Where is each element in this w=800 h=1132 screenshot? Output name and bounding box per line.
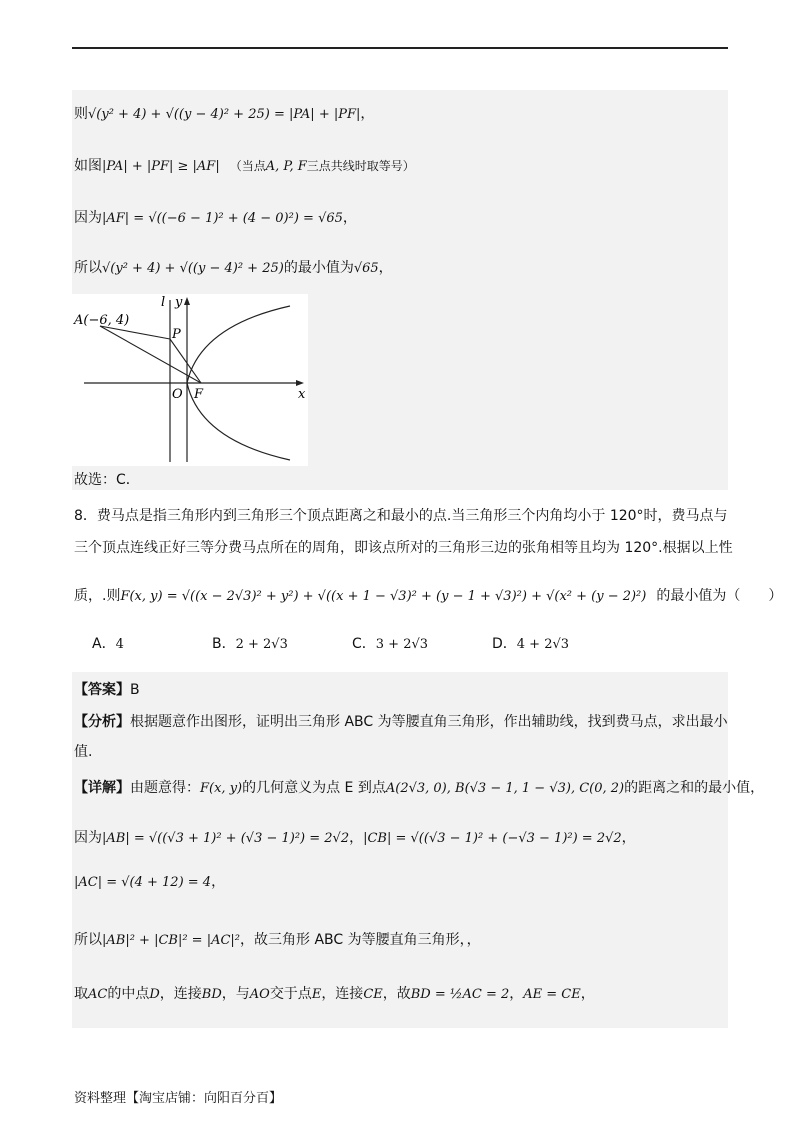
question-line-3	[74, 586, 782, 607]
text: 的最小值为（ ）	[656, 588, 783, 604]
math: |AF| = √((−6 − 1)² + (4 − 0)²) = √65	[102, 211, 343, 226]
line-3	[74, 208, 357, 229]
answer-tag: 【答案】	[74, 682, 130, 698]
analysis-row-1	[74, 712, 728, 732]
text: 所以	[74, 260, 102, 276]
step-2	[74, 872, 225, 893]
text: ，	[509, 986, 524, 1002]
text: 因为	[74, 210, 102, 226]
choice-value: 4	[115, 637, 124, 652]
text: 的距离之和的最小值，	[624, 780, 765, 796]
math: E	[311, 987, 322, 1002]
text: 因为	[74, 830, 102, 846]
text: ，连接	[159, 986, 202, 1002]
footer-text: 资料整理【淘宝店铺：向阳百分百】	[74, 1091, 283, 1106]
text: 的中点	[107, 986, 150, 1002]
math: |AB|² + |CB|² = |AC|²	[102, 933, 241, 948]
text: ，	[580, 986, 595, 1002]
text: 取	[74, 986, 88, 1002]
choice-key: A．	[92, 636, 116, 652]
choice-a[interactable]	[92, 634, 124, 655]
label-l: l	[161, 295, 166, 310]
answer-line: 故选：C．	[74, 472, 140, 488]
choice-key: C．	[352, 636, 376, 652]
text: 根据题意作出图形，证明出三角形 ABC 为等腰直角三角形，作出辅助线，找到费马点，求出最小	[130, 714, 728, 730]
label-O: O	[172, 387, 183, 402]
text: ，	[360, 106, 375, 122]
line-4	[74, 258, 393, 279]
text: ，	[349, 830, 364, 846]
label-y: y	[175, 295, 183, 310]
text: ，	[621, 830, 636, 846]
text: ，	[211, 874, 226, 890]
choice-d[interactable]	[492, 634, 569, 655]
text: 质，.则	[74, 588, 121, 604]
choice-key: B．	[212, 636, 236, 652]
answer-value: B	[130, 682, 140, 698]
choice-value: 4 + 2√3	[516, 637, 570, 652]
header-rule	[72, 47, 728, 49]
detail-row	[74, 778, 764, 799]
text: （当点	[229, 159, 266, 173]
question-number: 8．	[74, 508, 97, 524]
math: F(x, y) = √((x − 2√3)² + y²) + √((x + 1 − √3)² + (y − 1 + √3)²) + √(x² + (y − 2)²)	[120, 589, 647, 604]
parabola-figure	[72, 294, 308, 466]
text: 费马点是指三角形内到三角形三个顶点距离之和最小的点.当三角形三个内角均小于 120°时，费马点与	[96, 508, 728, 524]
choice-b[interactable]	[212, 634, 288, 655]
choice-key: D．	[492, 636, 517, 652]
text: ，	[342, 210, 357, 226]
math: |CB| = √((√3 − 1)² + (−√3 − 1)²) = 2√2	[363, 831, 622, 846]
question-line-1	[74, 506, 728, 526]
text: 如图	[74, 158, 102, 174]
analysis-row-2: 值.	[74, 744, 93, 760]
text: 三个顶点连线正好三等分费马点所在的周角，即该点所对的三角形三边的张角相等且均为 120°.根据以上性	[74, 540, 733, 556]
text: 由题意得：	[130, 780, 200, 796]
math: D	[149, 987, 160, 1002]
choice-c[interactable]	[352, 634, 428, 655]
label-x: x	[298, 387, 306, 402]
math: BD	[201, 987, 222, 1002]
choice-value: 3 + 2√3	[375, 637, 429, 652]
step-3	[74, 930, 481, 951]
math: |PA| + |PF| ≥ |AF|	[102, 159, 220, 174]
math: BD = ½AC = 2	[410, 987, 510, 1002]
text: ，故三角形 ABC 为等腰直角三角形，，	[240, 932, 481, 948]
label-A: A(−6, 4)	[74, 313, 130, 328]
math: A(2√3, 0), B(√3 − 1, 1 − √3), C(0, 2)	[385, 781, 625, 796]
math: AC	[88, 987, 108, 1002]
math: AE = CE	[523, 987, 581, 1002]
text: 则	[74, 106, 88, 122]
label-F: F	[194, 387, 204, 402]
math: √65	[353, 261, 379, 276]
detail-tag: 【详解】	[74, 780, 130, 796]
text: 所以	[74, 932, 102, 948]
text: 的最小值为	[283, 260, 354, 276]
text: 的几何意义为点 E 到点	[242, 780, 386, 796]
text: ，	[378, 260, 393, 276]
math: AO	[249, 987, 270, 1002]
math: A, P, F	[265, 159, 307, 174]
line-1	[74, 104, 374, 125]
text: 交于点	[269, 986, 312, 1002]
math: F(x, y)	[200, 781, 243, 796]
analysis-tag: 【分析】	[74, 714, 130, 730]
answer-row	[74, 680, 140, 700]
choice-value: 2 + 2√3	[235, 637, 288, 652]
math: √(y² + 4) + √((y − 4)² + 25) = |PA| + |PF|	[88, 107, 361, 122]
step-1	[74, 828, 636, 849]
math: √(y² + 4) + √((y − 4)² + 25)	[102, 261, 284, 276]
text: ，连接	[321, 986, 364, 1002]
question-line-2	[74, 538, 733, 558]
step-4	[74, 984, 595, 1005]
line-2	[74, 156, 415, 177]
label-P: P	[172, 327, 181, 342]
math: |AC| = √(4 + 12) = 4	[74, 875, 212, 890]
text: ，与	[221, 986, 250, 1002]
text: ，故	[382, 986, 411, 1002]
math: |AB| = √((√3 + 1)² + (√3 − 1)²) = 2√2	[102, 831, 350, 846]
text: 三点共线时取等号）	[306, 159, 415, 173]
math: CE	[363, 987, 383, 1002]
